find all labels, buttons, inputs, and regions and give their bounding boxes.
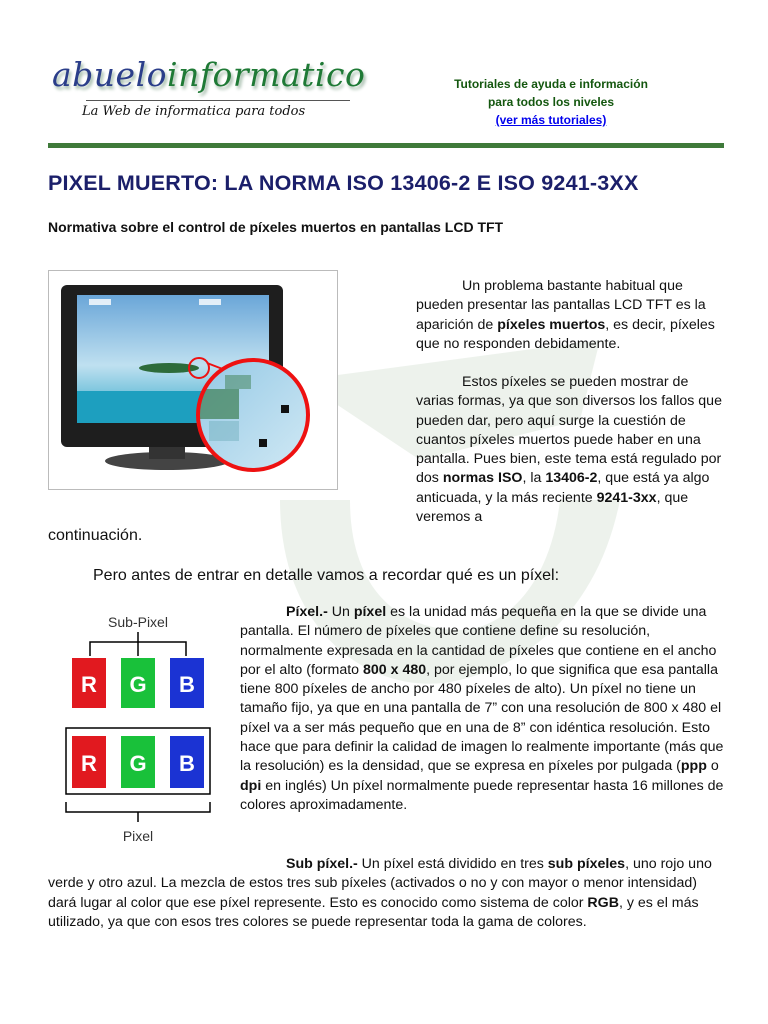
subpixel-definition-paragraph: Sub píxel.- Un píxel está dividido en tres sub píxeles, uno rojo uno verde y otro azul. La mezcla de estos tres sub píxeles (activados o no y con mayor o menor intensidad) dará lugar al color que ese píxel represente. Esto es conocido como sistema de color RGB, y es el más utilizado, ya que con esos tres colores se puede representar toda la gama de colores. <box>48 856 712 930</box>
intro-paragraph-1: Un problema bastante habitual que pueden presentar las pantallas LCD TFT es la aparición de píxeles muertos, es decir, píxeles que no responden debidamente. <box>416 278 715 352</box>
letter-g-top: G <box>129 672 147 697</box>
page-subtitle: Normativa sobre el control de píxeles muertos en pantallas LCD TFT <box>48 219 504 235</box>
logo-title: abueloinformatico <box>52 55 366 94</box>
pixel-intro-line: Pero antes de entrar en detalle vamos a recordar qué es un píxel: <box>93 567 560 584</box>
pixel-definition-paragraph: Píxel.- Un píxel es la unidad más pequeña en la que se divide una pantalla. El número de píxeles que contiene define su resolución, normalmente expresada en la cantidad de píxeles que contiene en el ancho por el alto (formato 800 x 480, por ejemplo, lo que significa que esa pantalla tiene 800 píxeles de ancho por 480 píxeles de alto). Un píxel no tiene un tamaño fijo, ya que en una pantalla de 7” con una resolución de 800 x 480 el píxel va a ser más pequeño que en una de 8” con idéntica resolución. Esto hace que para definir la calidad de imagen lo realmente importante (más que la resolución) es la densidad, que se expresa en píxeles por pulgada (ppp o dpi en inglés) Un píxel normalmente puede representar hasta 16 millones de colores aproximadamente. <box>240 604 724 813</box>
page-title: PIXEL MUERTO: LA NORMA ISO 13406-2 E ISO 9241-3XX <box>48 171 639 195</box>
tutorials-box <box>410 75 692 129</box>
letter-r-top: R <box>81 672 97 697</box>
site-logo[interactable] <box>52 55 372 128</box>
rgb-subpixel-diagram <box>62 612 212 852</box>
header-divider <box>48 143 724 148</box>
tutorials-line-1: Tutoriales de ayuda e información <box>454 77 648 91</box>
logo-underline <box>86 100 350 101</box>
letter-g-bottom: G <box>129 751 147 776</box>
intro-paragraph-2: Estos píxeles se pueden mostrar de varias formas, ya que son diversos los fallos que pueden dar, pero aquí surge la cuestión de cuantos píxeles muertos puede haber en una pantalla. Pues bien, este tema está regulado por dos normas ISO, la 13406-2, que está ya algo anticuada, y la más reciente 9241-3xx, que veremos a <box>416 374 722 526</box>
letter-b-top: B <box>179 672 195 697</box>
subpixel-label: Sub-Pixel <box>108 614 168 630</box>
intro-paragraph-2-continued: continuación. <box>48 527 143 544</box>
lcd-tv-image <box>48 270 338 490</box>
more-tutorials-link[interactable]: (ver más tutoriales) <box>495 113 607 127</box>
letter-b-bottom: B <box>179 751 195 776</box>
letter-r-bottom: R <box>81 751 97 776</box>
tutorials-line-2: para todos los niveles <box>487 95 615 109</box>
pixel-label: Pixel <box>122 828 154 844</box>
logo-subtitle: La Web de informatica para todos <box>82 104 306 119</box>
